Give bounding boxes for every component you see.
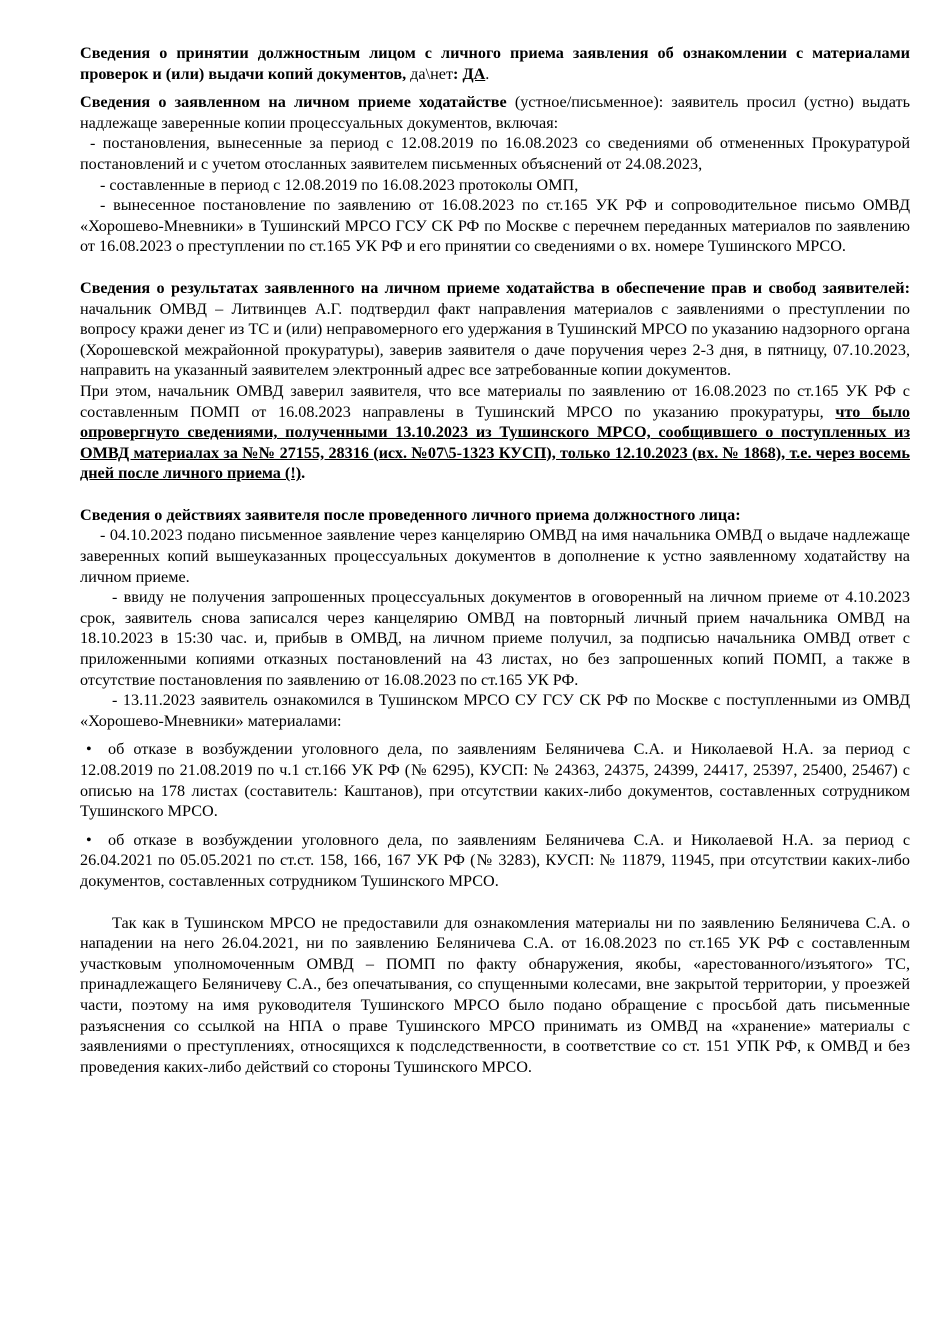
actions-bullet-1: • об отказе в возбуждении уголовного дела, по заявлениям Беляничева С.А. и Николаевой Н.А. за период с 12.08.2019 по 21.08.2019 по ч.1 ст.166 УК РФ (№ 6295), КУСП: № 24363, 24375, 24399, 24417, 25397, 25400, 25467) с описью на 178 листах (составитель: Каштанов), при отсутствии каких-либо документов, составленных сотрудником Тушинского МРСО. [80, 740, 910, 821]
document-page [80, 43, 910, 1077]
section-acceptance-answer: ДА [462, 64, 486, 83]
actions-item-3: - 13.11.2023 заявитель ознакомился в Тушинском МРСО СУ ГСУ СК РФ по Москве с поступленными из ОМВД «Хорошево-Мневники» материалами: [80, 691, 910, 730]
section-results-refutation: что было опровергнуто сведениями, полученными 13.10.2023 из Тушинского МРСО, сообщившего о поступленных из ОМВД материалах за №№ 27155, 28316 (исх. №07\5-1323 КУСП), только 12.10.2023 (вх. № 1868), т.е. через восемь дней после личного приема (!) [80, 402, 910, 483]
actions-bullet-2-text: об отказе в возбуждении уголовного дела, по заявлениям Беляничева С.А. и Николаевой Н.А. за период с 26.04.2021 по 05.05.2021 по ст.ст. 158, 166, 167 УК РФ (№ 3283), КУСП: № 11879, 11945, при отсутствии каких-либо документов, составленных сотрудником Тушинского МРСО. [80, 830, 910, 890]
section-actions-heading: Сведения о действиях заявителя после проведенного личного приема должностного лица: [80, 505, 741, 524]
actions-item-1: - 04.10.2023 подано письменное заявление через канцелярию ОМВД на имя начальника ОМВД о выдаче надлежаще заверенных копий вышеуказанных процессуальных документов в дополнение к устно заявленному ходатайству на личном приеме. [80, 526, 910, 586]
section-acceptance-heading: Сведения о принятии должностным лицом с личного приема заявления об ознакомлении с материалами проверок и (или) выдачи копий документов, [80, 44, 910, 83]
section-results-paragraph-2 [80, 381, 910, 484]
section-petition-text: (устное/письменное): заявитель просил (устно) выдать надлежаще заверенные копии процессуальных документов, включая: [80, 93, 910, 132]
section-results-heading: Сведения о результатах заявленного на личном приеме ходатайства в обеспечение прав и свобод заявителей: [80, 278, 910, 297]
actions-bullet-2: • об отказе в возбуждении уголовного дела, по заявлениям Беляничева С.А. и Николаевой Н.А. за период с 26.04.2021 по 05.05.2021 по ст.ст. 158, 166, 167 УК РФ (№ 3283), КУСП: № 11879, 11945, при отсутствии каких-либо документов, составленных сотрудником Тушинского МРСО. [80, 830, 910, 890]
actions-item-2: - ввиду не получения запрошенных процессуальных документов в оговоренный на личном приеме от 4.10.2023 срок, заявитель снова записался через канцелярию ОМВД на повторный личный прием начальника ОМВД на 18.10.2023 в 15:30 час. и, прибыв в ОМВД, на личном приеме получил, за подписью начальника ОМВД ответ с приложенными копиями отказных постановлений на 43 листах, но без запрошенных копий ПОМП, а также в отсутствие постановления по заявлению от 16.08.2023 по ст.165 УК РФ. [80, 588, 910, 689]
section-acceptance-answer-prefix: да\нет [406, 64, 454, 83]
section-acceptance [80, 43, 910, 84]
actions-bullet-1-text: об отказе в возбуждении уголовного дела, по заявлениям Беляничева С.А. и Николаевой Н.А. за период с 12.08.2019 по 21.08.2019 по ч.1 ст.166 УК РФ (№ 6295), КУСП: № 24363, 24375, 24399, 24417, 25397, 25400, 25467) с описью на 178 листах (составитель: Каштанов), при отсутствии каких-либо документов, составленных сотрудником Тушинского МРСО. [80, 740, 910, 821]
petition-item-2: - составленные в период с 12.08.2019 по 16.08.2023 протоколы ОМП, [100, 175, 579, 194]
petition-item-3: - вынесенное постановление по заявлению от 16.08.2023 по ст.165 УК РФ и сопроводительное письмо ОМВД «Хорошево-Мневники» в Тушинский МРСО ГСУ СК РФ по Москве с перечнем переданных материалов по заявлению от 16.08.2023 о преступлении по ст.165 УК РФ и его принятии со сведениями о вх. номере Тушинского МРСО. [80, 196, 910, 256]
section-conclusion: Так как в Тушинском МРСО не предоставили для ознакомления материалы ни по заявлению Беляничева С.А. о нападении на него 26.04.2021, ни по заявлению Беляничева С.А. от 16.08.2023 по ст.165 УК РФ с составленным участковым уполномоченным ОМВД – ПОМП по факту обнаружения, якобы, «арестованного/изъятого» ТС, принадлежащего Беляничеву С.А., без опечатывания, со спущенными колесами, вне закрытой территории, у проезжей части, поэтому на имя руководителя Тушинского МРСО было подано обращение с просьбой дать письменные разъяснения со ссылкой на НПА о праве Тушинского МРСО принимать из ОМВД на «хранение» материалы с заявлениями о преступлениях, относящихся к подследственности, в соответствие со ст. 151 УПК РФ, к ОМВД и без проведения каких-либо действий со стороны Тушинского МРСО. [80, 913, 910, 1076]
section-petition-heading: Сведения о заявленном на личном приеме ходатайстве [80, 93, 507, 112]
petition-item-1: - постановления, вынесенные за период с 12.08.2019 по 16.08.2023 со сведениями об отмененных Прокуратурой постановлений и с учетом отосланных заявителем письменных объяснений от 24.08.2023, [80, 134, 910, 173]
section-results-text-1: начальник ОМВД – Литвинцев А.Г. подтвердил факт направления материалов с заявлениями о преступлении по вопросу кражи денег из ТС и (или) неправомерного его удержания в Тушинский МРСО по указанию надзорного органа (Хорошевской межрайонной прокуратуры), заверив заявителя о даче поручения через 2-3 дня, в пятницу, 07.10.2023, направить на указанный заявителем электронный адрес все затребованные копии документов. [80, 299, 910, 380]
section-results-end: . [301, 464, 306, 483]
section-results-text-2: При этом, начальник ОМВД заверил заявителя, что все материалы по заявлению от 16.08.2023 по ст.165 УК РФ с составленным ПОМП от 16.08.2023 направлены в Тушинский МРСО по указанию прокуратуры, [80, 381, 910, 421]
section-results [80, 278, 910, 381]
section-petition [80, 92, 910, 133]
section-acceptance-answer-end: . [485, 64, 490, 83]
section-acceptance-colon: : [453, 64, 459, 83]
